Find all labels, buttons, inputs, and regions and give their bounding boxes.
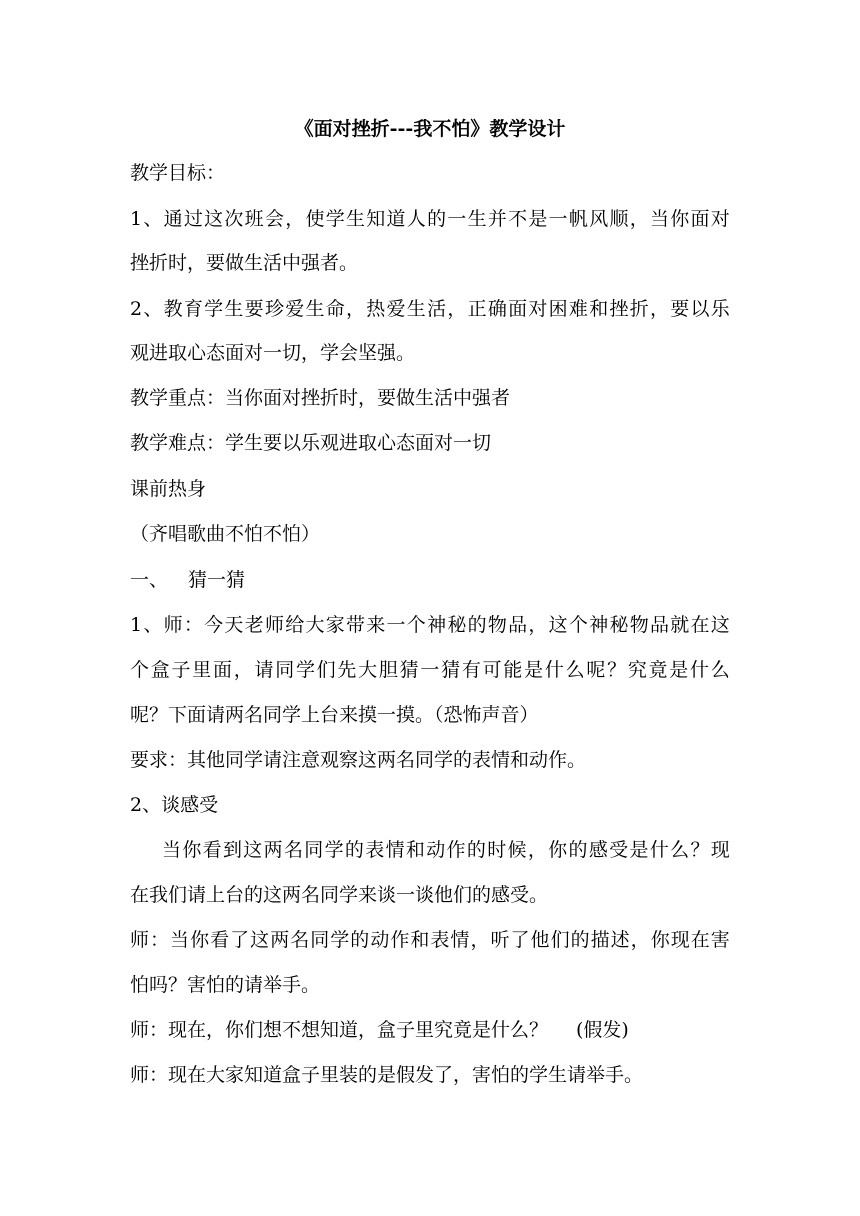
teacher-question-2 bbox=[130, 1017, 629, 1043]
teacher-question-2-text: 师：现在，你们想不想知道，盒子里究竟是什么？ bbox=[130, 1019, 549, 1041]
goal-1-line-1: 1、通过这次班会，使学生知道人的一生并不是一帆风顺，当你面对 bbox=[130, 208, 730, 230]
teacher-question-1-line-1: 师：当你看了这两名同学的动作和表情，听了他们的描述，你现在害 bbox=[130, 929, 730, 951]
goal-1-line-2: 挫折时，要做生活中强者。 bbox=[130, 252, 359, 274]
feeling-line-1: 当你看到这两名同学的表情和动作的时候，你的感受是什么？现 bbox=[162, 839, 730, 861]
goal-2-line-1: 2、教育学生要珍爱生命，热爱生活，正确面对困难和挫折，要以乐 bbox=[130, 298, 730, 320]
warmup-heading: 课前热身 bbox=[130, 478, 207, 500]
teacher-question-2-answer: (假发) bbox=[576, 1019, 629, 1041]
step-1-line-2: 个盒子里面，请同学们先大胆猜一猜有可能是什么呢？究竟是什么 bbox=[130, 659, 730, 681]
section-1-heading bbox=[130, 567, 245, 593]
teacher-question-3: 师：现在大家知道盒子里装的是假发了，害怕的学生请举手。 bbox=[130, 1064, 644, 1086]
key-point: 教学重点：当你面对挫折时，要做生活中强者 bbox=[130, 387, 511, 409]
step-1-line-3: 呢？下面请两名同学上台来摸一摸。（恐怖声音） bbox=[130, 704, 539, 726]
step-1-line-1: 1、师：今天老师给大家带来一个神秘的物品，这个神秘物品就在这 bbox=[130, 614, 730, 636]
teacher-question-1-line-2: 怕吗？害怕的请举手。 bbox=[130, 974, 321, 996]
document-title: 《面对挫折---我不怕》教学设计 bbox=[294, 118, 566, 140]
requirement: 要求：其他同学请注意观察这两名同学的表情和动作。 bbox=[130, 749, 587, 771]
goal-heading: 教学目标： bbox=[130, 162, 226, 184]
goal-2-line-2: 观进取心态面对一切，学会坚强。 bbox=[130, 342, 416, 364]
section-1-title: 猜一猜 bbox=[188, 569, 246, 591]
section-1-number: 一、 bbox=[130, 569, 169, 591]
feeling-line-2: 在我们请上台的这两名同学来谈一谈他们的感受。 bbox=[130, 884, 549, 906]
song-note: （齐唱歌曲不怕不怕） bbox=[130, 523, 321, 545]
step-2-heading: 2、谈感受 bbox=[130, 794, 219, 816]
difficulty: 教学难点：学生要以乐观进取心态面对一切 bbox=[130, 432, 492, 454]
